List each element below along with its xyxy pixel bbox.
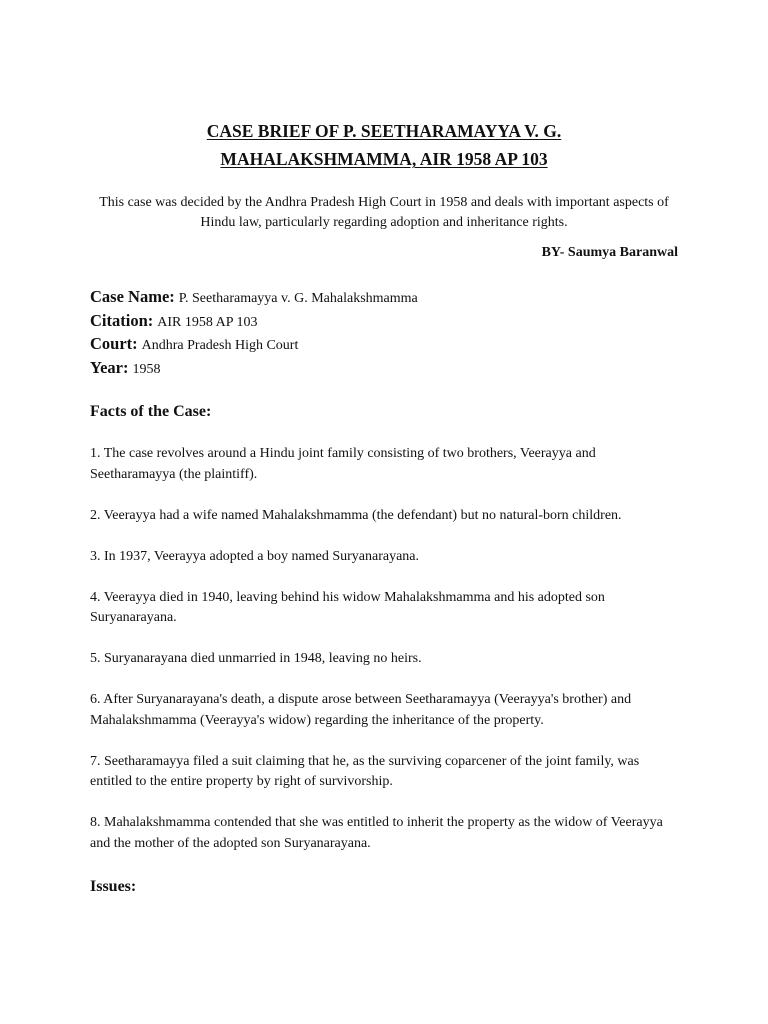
facts-heading: Facts of the Case: <box>90 403 212 420</box>
meta-label: Court: <box>90 334 138 353</box>
meta-citation <box>90 309 418 333</box>
fact-item: 2. Veerayya had a wife named Mahalakshmamma (the defendant) but no natural-born children. <box>90 507 622 523</box>
meta-value: Andhra Pradesh High Court <box>141 338 299 353</box>
fact-item: 1. The case revolves around a Hindu joint family consisting of two brothers, Veerayya and Seetharamayya (the plaintiff). <box>90 446 596 482</box>
intro-paragraph: This case was decided by the Andhra Pradesh High Court in 1958 and deals with important aspects of Hindu law, particularly regarding adoption and inheritance rights. <box>99 195 669 230</box>
case-metadata <box>90 285 418 379</box>
fact-item: 7. Seetharamayya filed a suit claiming that he, as the surviving coparcener of the joint family, was entitled to the entire property by right of survivorship. <box>90 753 640 789</box>
meta-value: 1958 <box>132 361 161 377</box>
author-byline: BY- Saumya Baranwal <box>541 245 678 260</box>
meta-court <box>90 332 418 356</box>
fact-item: 4. Veerayya died in 1940, leaving behind his widow Mahalakshmamma and his adopted son Suryanarayana. <box>90 589 605 625</box>
facts-list <box>90 444 680 854</box>
meta-year <box>90 356 418 380</box>
title-line-2: MAHALAKSHMAMMA, AIR 1958 AP 103 <box>220 149 548 169</box>
meta-label: Year: <box>90 357 129 377</box>
meta-value: P. Seetharamayya v. G. Mahalakshmamma <box>178 291 418 306</box>
meta-label: Case Name: <box>90 287 175 306</box>
fact-item: 3. In 1937, Veerayya adopted a boy named Suryanarayana. <box>90 548 420 564</box>
fact-item: 8. Mahalakshmamma contended that she was entitled to inherit the property as the widow of Veerayya and the mother of the adopted son Suryanarayana. <box>90 815 663 851</box>
meta-value: AIR 1958 AP 103 <box>157 314 258 330</box>
page-title <box>90 117 678 173</box>
fact-item: 5. Suryanarayana died unmarried in 1948, leaving no heirs. <box>90 651 422 666</box>
issues-heading: Issues: <box>90 878 137 895</box>
fact-item: 6. After Suryanarayana's death, a dispute arose between Seetharamayya (Veerayya's brother) and Mahalakshmamma (Veerayya's widow) regarding the inheritance of the property. <box>90 692 632 728</box>
meta-case-name <box>90 285 418 309</box>
meta-label: Citation: <box>90 310 154 330</box>
title-line-1: CASE BRIEF OF P. SEETHARAMAYYA V. G. <box>206 121 562 141</box>
